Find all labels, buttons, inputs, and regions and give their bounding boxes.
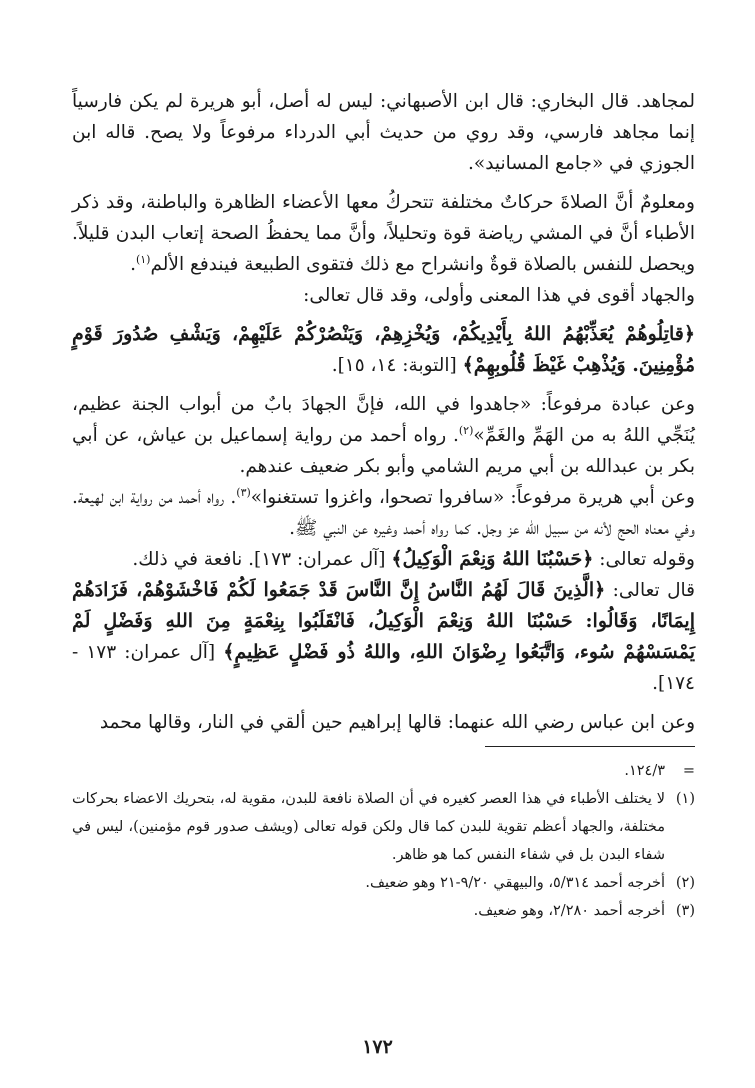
- footnote-divider: [72, 746, 695, 747]
- paragraph-text: قال تعالى:: [605, 580, 695, 601]
- paragraph-abu-hurayra-hadith: [72, 482, 695, 544]
- footnote-ref-1: (١): [135, 252, 151, 266]
- footnote-continuation: [72, 757, 695, 785]
- footnote-number: (١): [675, 791, 695, 807]
- footnote-number: (٢): [675, 875, 695, 891]
- page-number: ١٧٢: [362, 1036, 393, 1058]
- paragraph-text: وقوله تعالى:: [593, 549, 695, 570]
- verse-reference: [آل عمران: ١٧٣]. نافعة في ذلك.: [132, 549, 392, 570]
- paragraph-text: . رواه أحمد من رواية ابن لهيعة. وفي معناه الحج لأنه من سبيل الله عز وجل. كما رواه أحمد وغيره عن النبي ﷺ.: [72, 487, 695, 539]
- footnote-text: لا يختلف الأطباء في هذا العصر كغيره في أن الصلاة نافعة للبدن، مقوية له، بتحريك الاعضاء بحركات مختلفة، والجهاد أعظم تقوية للبدن كما قال ولكن قوله تعالى (ويشف صدور قوم مؤمنين)، ليس في شفاء البدن بل في شفاء النفس كما هو ظاهر.: [72, 791, 665, 863]
- quran-verse-al-imran: [72, 575, 695, 699]
- footnote-ref-2: (٢): [458, 423, 474, 437]
- paragraph-ubada-hadith: [72, 389, 695, 482]
- footnote-text: ١٢٤/٣.: [624, 763, 665, 779]
- quran-text: ﴿قاتِلُوهُمْ يُعَذِّبْهُمُ اللهُ بِأَيْدِيكُمْ، وَيُخْزِهِمْ، وَيَنْصُرْكُمْ عَلَيْهِمْ، وَيَشْفِ صُدُورَ قَوْمٍ مُؤْمِنِينَ. وَيُذْهِبْ غَيْظَ قُلُوبِهِمْ﴾: [72, 323, 695, 376]
- paragraph-text: وعن ابن عباس رضي الله عنهما: قالها إبراهيم حين ألقي في النار، وقالها محمد: [99, 712, 695, 733]
- paragraph-text: .: [130, 254, 136, 275]
- paragraph-ibn-abbas: [72, 707, 695, 738]
- footnote-3: [72, 897, 695, 925]
- paragraph-jihad-intro: [72, 280, 695, 311]
- paragraph-text: والجهاد أقوى في هذا المعنى وأولى، وقد قال تعالى:: [303, 285, 695, 306]
- paragraph-hasbunallah: [72, 544, 695, 575]
- paragraph-mujahid: [72, 86, 695, 179]
- footnotes: [72, 757, 695, 925]
- paragraph-text: ومعلومٌ أنَّ الصلاةَ حركاتٌ مختلفة تتحركُ معها الأعضاء الظاهرة والباطنة، وقد ذكر الأطباء أنَّ في المشي رياضة قوة وتحليلاً، وأنَّ مما يحفظُ الصحة إتعاب البدن قليلاً. ويحصل للنفس بالصلاة قوةٌ وانشراح مع ذلك فتقوى الطبيعة فيندفع الألم: [72, 192, 695, 275]
- footnote-ref-3: (٣): [236, 485, 251, 499]
- paragraph-text: . رواه أحمد من رواية إسماعيل بن عياش، عن أبي بكر بن عبدالله بن أبي مريم الشامي وأبو بكر ضعيف عندهم.: [72, 425, 695, 477]
- quran-verse-tawbah: [72, 319, 695, 381]
- paragraph-text: لمجاهد. قال البخاري: قال ابن الأصبهاني: ليس له أصل، أبو هريرة لم يكن فارسياً إنما مجاهد فارسي، وقد روي من حديث أبي الدرداء مرفوعاً ولا يصح. قاله ابن الجوزي في «جامع المسانيد».: [72, 91, 695, 174]
- quran-text: ﴿حَسْبُنَا اللهُ وَنِعْمَ الْوَكِيلُ﴾: [391, 548, 594, 570]
- footnote-2: [72, 869, 695, 897]
- footnote-text: أخرجه أحمد ٥/٣١٤، والبيهقي ٩/٢٠-٢١ وهو ضعيف.: [365, 875, 665, 891]
- footnote-number: (٣): [675, 903, 695, 919]
- paragraph-text: وعن عبادة مرفوعاً: «جاهدوا في الله، فإنَّ الجهادَ بابٌ من أبواب الجنة عظيم، يُنَجِّي اللهُ به من الهَمِّ والغَمِّ»: [72, 394, 695, 446]
- paragraph-text: وعن أبي هريرة مرفوعاً: «سافروا تصحوا، واغزوا تستغنوا»: [250, 487, 695, 508]
- footnote-text: أخرجه أحمد ٢/٢٨٠، وهو ضعيف.: [473, 903, 665, 919]
- footnote-number: =: [682, 763, 695, 779]
- verse-reference: [التوبة: ١٤، ١٥].: [331, 355, 463, 376]
- paragraph-prayer-movements: [72, 187, 695, 280]
- quran-text: ﴿الَّذِينَ قَالَ لَهُمُ النَّاسُ إِنَّ النَّاسَ قَدْ جَمَعُوا لَكُمْ فَاخْشَوْهُمْ، فَزَادَهُمْ إِيمَانًا، وَقَالُوا: حَسْبُنَا اللهُ وَنِعْمَ الْوَكِيلُ، فَانْقَلَبُوا بِنِعْمَةٍ مِنَ اللهِ وَفَضْلٍ لَمْ يَمْسَسْهُمْ سُوء، وَاتَّبَعُوا رِضْوَانَ اللهِ، واللهُ ذُو فَضْلٍ عَظِيمٍ﴾: [72, 579, 695, 663]
- verse-reference: [آل عمران: ١٧٣ - ١٧٤].: [72, 642, 695, 694]
- footnote-1: [72, 785, 695, 869]
